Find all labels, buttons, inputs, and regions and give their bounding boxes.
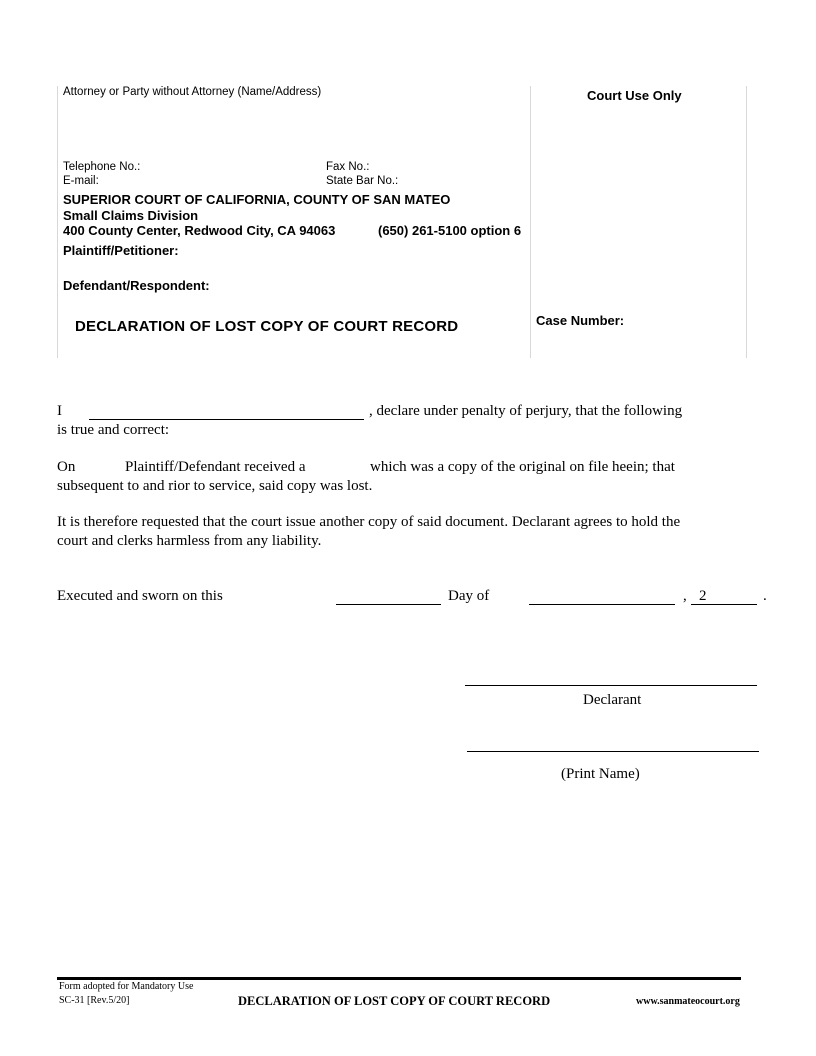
declarant-name-line[interactable] — [89, 419, 364, 420]
header-right-border — [746, 86, 747, 358]
year-prefix: 2 — [699, 588, 707, 604]
request-text-line2: court and clerks harmless from any liability. — [57, 533, 322, 549]
court-division: Small Claims Division — [63, 208, 199, 223]
on-text: On — [57, 459, 76, 475]
request-text-line1: It is therefore requested that the court issue another copy of said document. Declarant agrees to hold the — [57, 514, 681, 530]
defendant-label: Defendant/Respondent: — [63, 278, 210, 293]
true-correct-text: is true and correct: — [57, 422, 170, 438]
print-name-label: (Print Name) — [561, 766, 640, 782]
declarant-i: I — [57, 403, 62, 419]
court-address: 400 County Center, Redwood City, CA 94063 — [63, 223, 336, 238]
executed-text: Executed and sworn on this — [57, 588, 223, 604]
day-of-text: Day of — [448, 588, 490, 604]
attorney-label: Attorney or Party without Attorney (Name/Address) — [63, 86, 322, 98]
state-bar-label: State Bar No.: — [326, 175, 399, 187]
footer-title: DECLARATION OF LOST COPY OF COURT RECORD — [238, 994, 551, 1008]
day-line[interactable] — [336, 604, 441, 605]
case-number-label: Case Number: — [536, 313, 625, 328]
header-left-border — [57, 86, 58, 358]
telephone-label: Telephone No.: — [63, 161, 141, 173]
court-phone: (650) 261-5100 option 6 — [378, 223, 522, 238]
perjury-text: , declare under penalty of perjury, that the following — [369, 403, 683, 419]
court-name: SUPERIOR COURT OF CALIFORNIA, COUNTY OF SAN MATEO — [63, 192, 451, 207]
copy-original-text: which was a copy of the original on file heein; that — [370, 459, 675, 475]
footer-url: www.sanmateocourt.org — [636, 996, 740, 1007]
copy-lost-text: subsequent to and rior to service, said copy was lost. — [57, 478, 373, 494]
period: . — [763, 588, 767, 604]
month-line[interactable] — [529, 604, 675, 605]
declarant-signature-line[interactable] — [465, 685, 757, 686]
header-divider — [530, 86, 531, 358]
footer-form-code: SC-31 [Rev.5/20] — [59, 995, 130, 1006]
comma: , — [683, 588, 687, 604]
form-title: DECLARATION OF LOST COPY OF COURT RECORD — [75, 318, 459, 335]
received-text: Plaintiff/Defendant received a — [125, 459, 306, 475]
declarant-label: Declarant — [583, 692, 642, 708]
footer-rule — [57, 977, 741, 980]
plaintiff-label: Plaintiff/Petitioner: — [63, 243, 179, 258]
print-name-line[interactable] — [467, 751, 759, 752]
court-use-only: Court Use Only — [587, 88, 682, 103]
fax-label: Fax No.: — [326, 161, 370, 173]
footer-adopted: Form adopted for Mandatory Use — [59, 981, 194, 992]
email-label: E-mail: — [63, 175, 99, 187]
